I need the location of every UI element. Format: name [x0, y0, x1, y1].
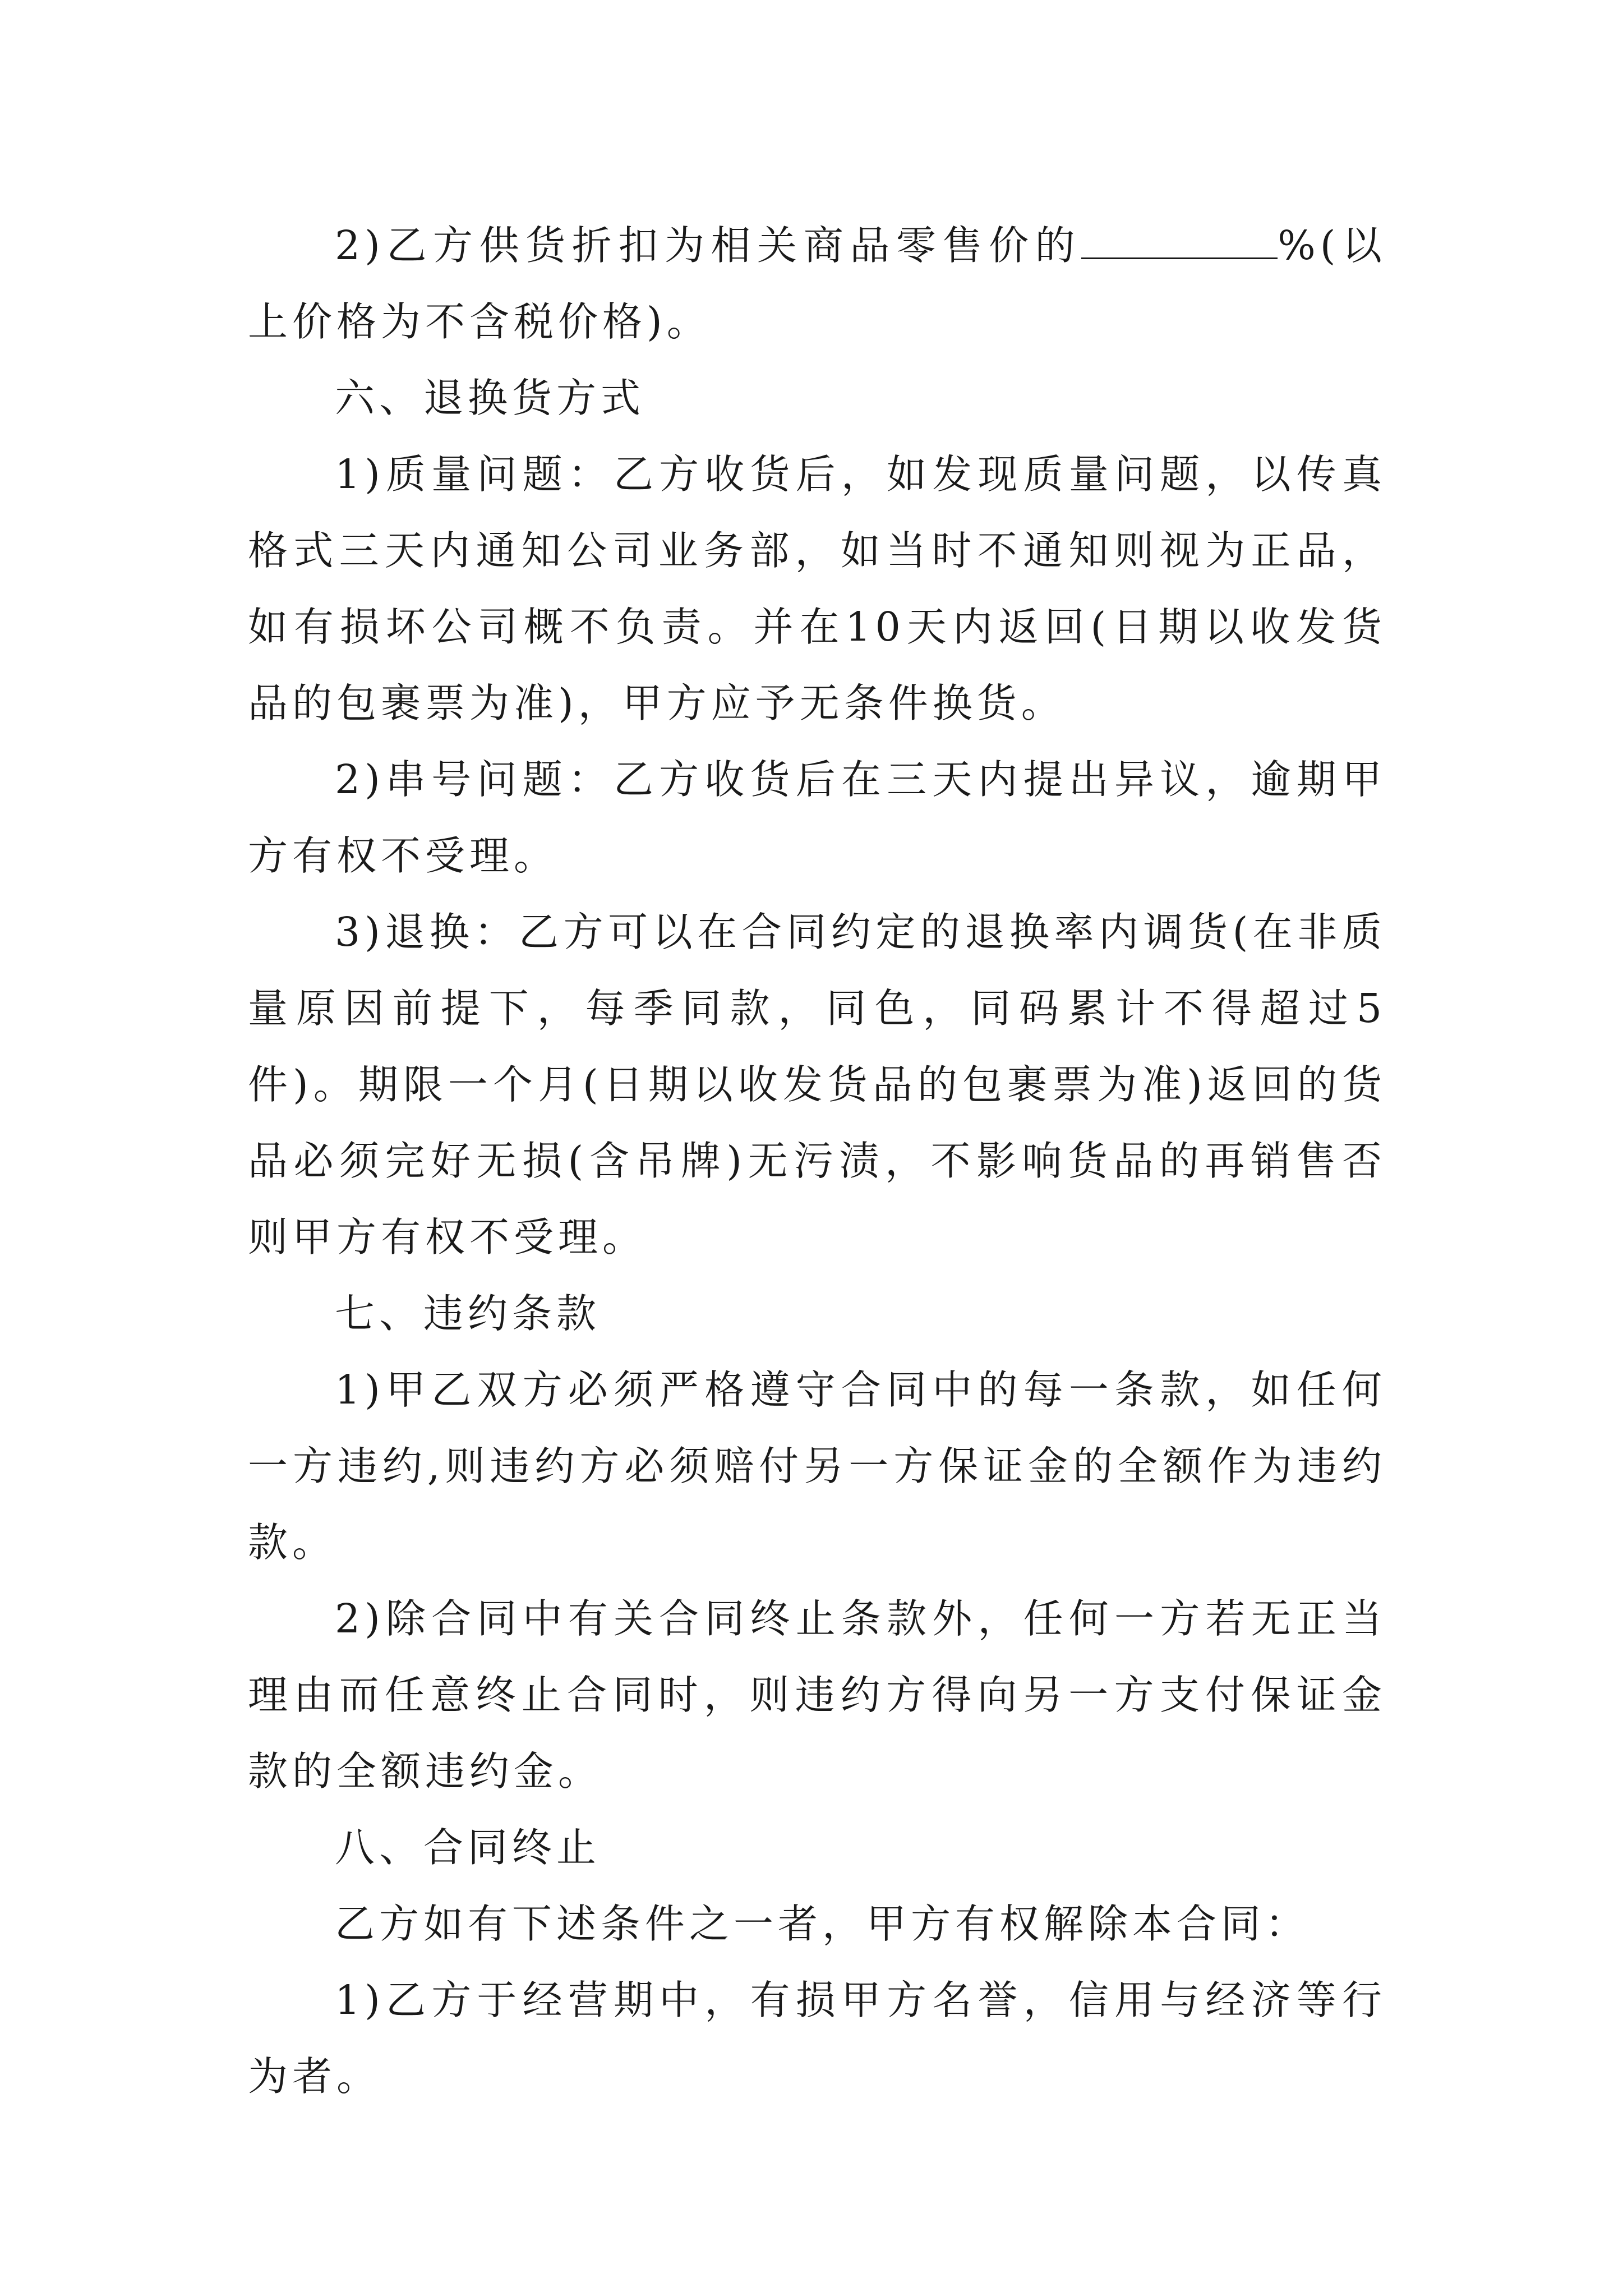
paragraph-serial-issue: 2)串号问题：乙方收货后在三天内提出异议，逾期甲方有权不受理。	[248, 756, 1386, 879]
paragraph-discount	[248, 208, 1386, 360]
section-heading-breach: 七、违约条款	[335, 1290, 601, 1337]
section-heading-termination: 八、合同终止	[335, 1824, 601, 1871]
discount-blank-field	[1081, 224, 1278, 259]
paragraph-discount-text-before: 2)乙方供货折扣为相关商品零售价的	[335, 222, 1082, 269]
paragraph-quality-issue: 1)质量问题：乙方收货后，如发现质量问题，以传真格式三天内通知公司业务部，如当时不通知则视为正品，如有损坏公司概不负责。并在10天内返回(日期以收发货品的包裹票为准)，甲方应予无条件换货。	[248, 451, 1386, 726]
paragraph-exchange: 3)退换：乙方可以在合同约定的退换率内调货(在非质量原因前提下，每季同款，同色，同码累计不得超过5件)。期限一个月(日期以收发货品的包裹票为准)返回的货品必须完好无损(含吊牌)无污渍，不影响货品的再销售否则甲方有权不受理。	[248, 909, 1386, 1260]
section-heading-return-exchange: 六、退换货方式	[335, 375, 645, 421]
paragraph-termination-1: 1)乙方于经营期中，有损甲方名誉，信用与经济等行为者。	[248, 1977, 1386, 2100]
paragraph-breach-1: 1)甲乙双方必须严格遵守合同中的每一条款，如任何一方违约,则违约方必须赔付另一方保证金的全额作为违约款。	[248, 1366, 1386, 1566]
document-body	[248, 208, 1386, 2115]
paragraph-termination-intro: 乙方如有下述条件之一者，甲方有权解除本合同：	[335, 1901, 1310, 1947]
paragraph-breach-2: 2)除合同中有关合同终止条款外，任何一方若无正当理由而任意终止合同时，则违约方得向另一方支付保证金款的全额违约金。	[248, 1595, 1386, 1795]
paragraph-discount-text-after: %(以上价格为不含税价格)。	[248, 222, 1386, 345]
